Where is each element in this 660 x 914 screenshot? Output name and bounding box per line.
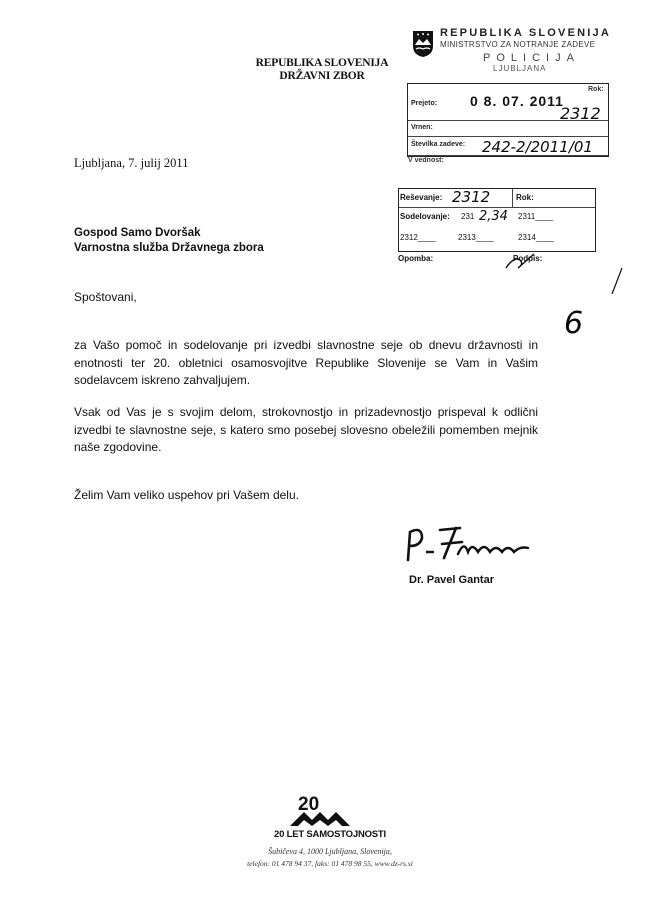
received-label: Prejeto: [411, 100, 438, 107]
remark-label: Opomba: [398, 254, 434, 263]
resolve-label: Reševanje: [400, 193, 443, 202]
case-number-label: Številka zadeve: [411, 141, 466, 148]
cooperation-label: Sodelovanje: [400, 212, 450, 221]
coat-of-arms-icon [412, 30, 434, 58]
handwritten-code: 2312 [560, 104, 601, 123]
recipient-name: Gospod Samo Dvoršak [74, 227, 201, 239]
code-2313: 2313____ [458, 233, 494, 242]
signatory-name: Dr. Pavel Gantar [409, 574, 494, 586]
paragraph-thanks: za Vašo pomoč in sodelovanje pri izvedbi slavnostne seje ob dnevu državnosti in enotnosti ter 20. obletnici osamosvojitve Republike Slovenije se Vam in Vašim sodelavcem iskreno zahvaljujem. [74, 338, 538, 387]
anniversary-logo-icon [280, 792, 360, 828]
footer-address: Šubičeva 4, 1000 Ljubljana, Slovenija, [268, 847, 392, 856]
recipient-org: Varnostna služba Državnega zbora [74, 242, 264, 254]
code-2312: 2312____ [400, 233, 436, 242]
margin-stroke-icon [606, 266, 626, 296]
code-2311: 2311____ [518, 212, 553, 221]
cooperation-value: 2,34 [479, 209, 508, 224]
place-date: Ljubljana, 7. julij 2011 [74, 156, 189, 170]
paragraph-contribution: Vsak od Vas je s svojim delom, strokovnostjo in prizadevnostjo prispeval k odlični izvedbi te slavnostne seje, s katero smo posebej slovesno obeležili pomemben mejnik naše zgodovine. [74, 405, 538, 454]
logo-digits: 20 [298, 794, 320, 815]
routing-deadline-label: Rok: [516, 193, 534, 202]
initials-scribble-icon [500, 250, 543, 272]
police-stamp-line3: POLICIJA [483, 52, 580, 64]
note-label: V vednost: [408, 157, 444, 164]
signature-label: Podpis: [513, 254, 543, 263]
margin-annotation: 6 [564, 306, 584, 341]
footer-contact: telefon: 01 478 94 37, faks: 01 478 98 55, www.dz-rs.si [247, 859, 413, 868]
resolve-value: 2312 [452, 188, 491, 206]
closing-line: Želim Vam veliko uspehov pri Vašem delu. [74, 488, 299, 502]
letterhead-line1: REPUBLIKA SLOVENIJA [255, 57, 389, 69]
code-231: 231 [461, 212, 475, 221]
code-2314: 2314____ [518, 233, 554, 242]
received-date: 0 8. 07. 2011 [470, 93, 564, 109]
police-stamp-line4: LJUBLJANA [493, 64, 547, 73]
footer-title: 20 LET SAMOSTOJNOSTI [274, 829, 386, 840]
police-stamp-line2: MINISTRSTVO ZA NOTRANJE ZADEVE [440, 40, 596, 49]
case-number: 242-2/2011/01 [482, 138, 593, 156]
returned-label: Vrnen: [411, 124, 433, 131]
police-stamp-line1: REPUBLIKA SLOVENIJA [440, 27, 611, 39]
letterhead-line2: DRŽAVNI ZBOR [279, 70, 365, 82]
registry-deadline-label: Rok: [588, 86, 604, 93]
salutation: Spoštovani, [74, 290, 137, 304]
signature-icon [400, 518, 550, 568]
